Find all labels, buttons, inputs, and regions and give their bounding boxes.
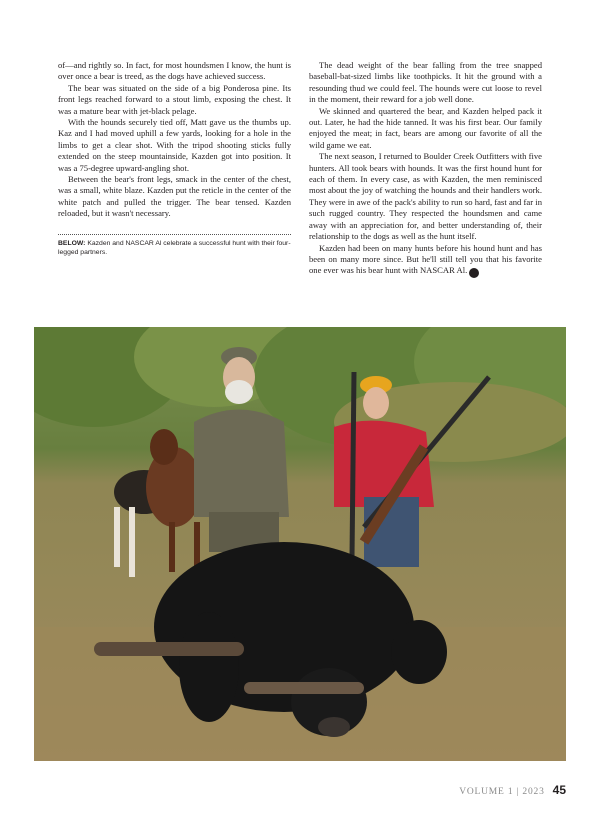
photo-caption bbox=[58, 239, 291, 257]
issue-label: VOLUME 1 | 2023 bbox=[459, 787, 545, 797]
caption-text: Kazden and NASCAR Al celebrate a successful hunt with their four-legged partners. bbox=[58, 239, 291, 256]
page-number: 45 bbox=[552, 783, 566, 797]
end-mark-icon: H bbox=[469, 268, 479, 278]
article-column-right bbox=[309, 60, 542, 278]
paragraph: We skinned and quartered the bear, and Kazden helped pack it out. Later, he had the hide tanned. It was his first bear. Our family enjoyed the meat; in fact, bears are among our favorite of all the wild game we eat. bbox=[309, 105, 542, 150]
paragraph: The bear was situated on the side of a big Ponderosa pine. Its front legs reached forward to a stout limb, exposing the chest. It was a mature bear with jet-black pelage. bbox=[58, 82, 291, 116]
hunt-photo bbox=[34, 327, 566, 761]
article-column-left bbox=[58, 60, 291, 257]
paragraph-text: Kazden had been on many hunts before his hound hunt and has been on many more since. But he'll still tell you that his favorite one ever was his bear hunt with NASCAR Al. bbox=[309, 242, 542, 276]
paragraph: of—and rightly so. In fact, for most houndsmen I know, the hunt is over once a bear is treed, as the dogs have achieved success. bbox=[58, 60, 291, 82]
caption-label: BELOW: bbox=[58, 239, 86, 247]
page-footer bbox=[459, 783, 566, 797]
paragraph: The next season, I returned to Boulder Creek Outfitters with five hunters. All took bears with hounds. It was the first hound hunt for each of them. In every case, as with Kazden, the men reminisced most about the joy of watching the hounds and their handlers work. They were in awe of the pack's ability to run so hard, fast and far in such rugged country. They respected the houndsmen and came away with an appreciation for, and better understanding of, their relationship to the dogs as well as the hunt itself. bbox=[309, 151, 542, 242]
caption-divider bbox=[58, 234, 291, 235]
paragraph: With the hounds securely tied off, Matt gave us the thumbs up. Kaz and I had moved uphill a few yards, looking for a hole in the limbs to get a clear shot. With the tripod shooting sticks fully extended on the steep mountainside, Kazden got into position. It was a 75-degree upward-angling shot. bbox=[58, 117, 291, 173]
paragraph: Between the bear's front legs, smack in the center of the chest, was a small, white blaze. Kazden put the reticle in the center of the white patch and pulled the trigger. The bear tensed. Kazden reloaded, but it wasn't necessary. bbox=[58, 174, 291, 219]
paragraph bbox=[309, 243, 542, 279]
paragraph: The dead weight of the bear falling from the tree snapped baseball-bat-sized limbs like toothpicks. It hit the ground with a resounding thud we could feel. The hounds were cut loose to revel in the moment, their reward for a job well done. bbox=[309, 60, 542, 105]
